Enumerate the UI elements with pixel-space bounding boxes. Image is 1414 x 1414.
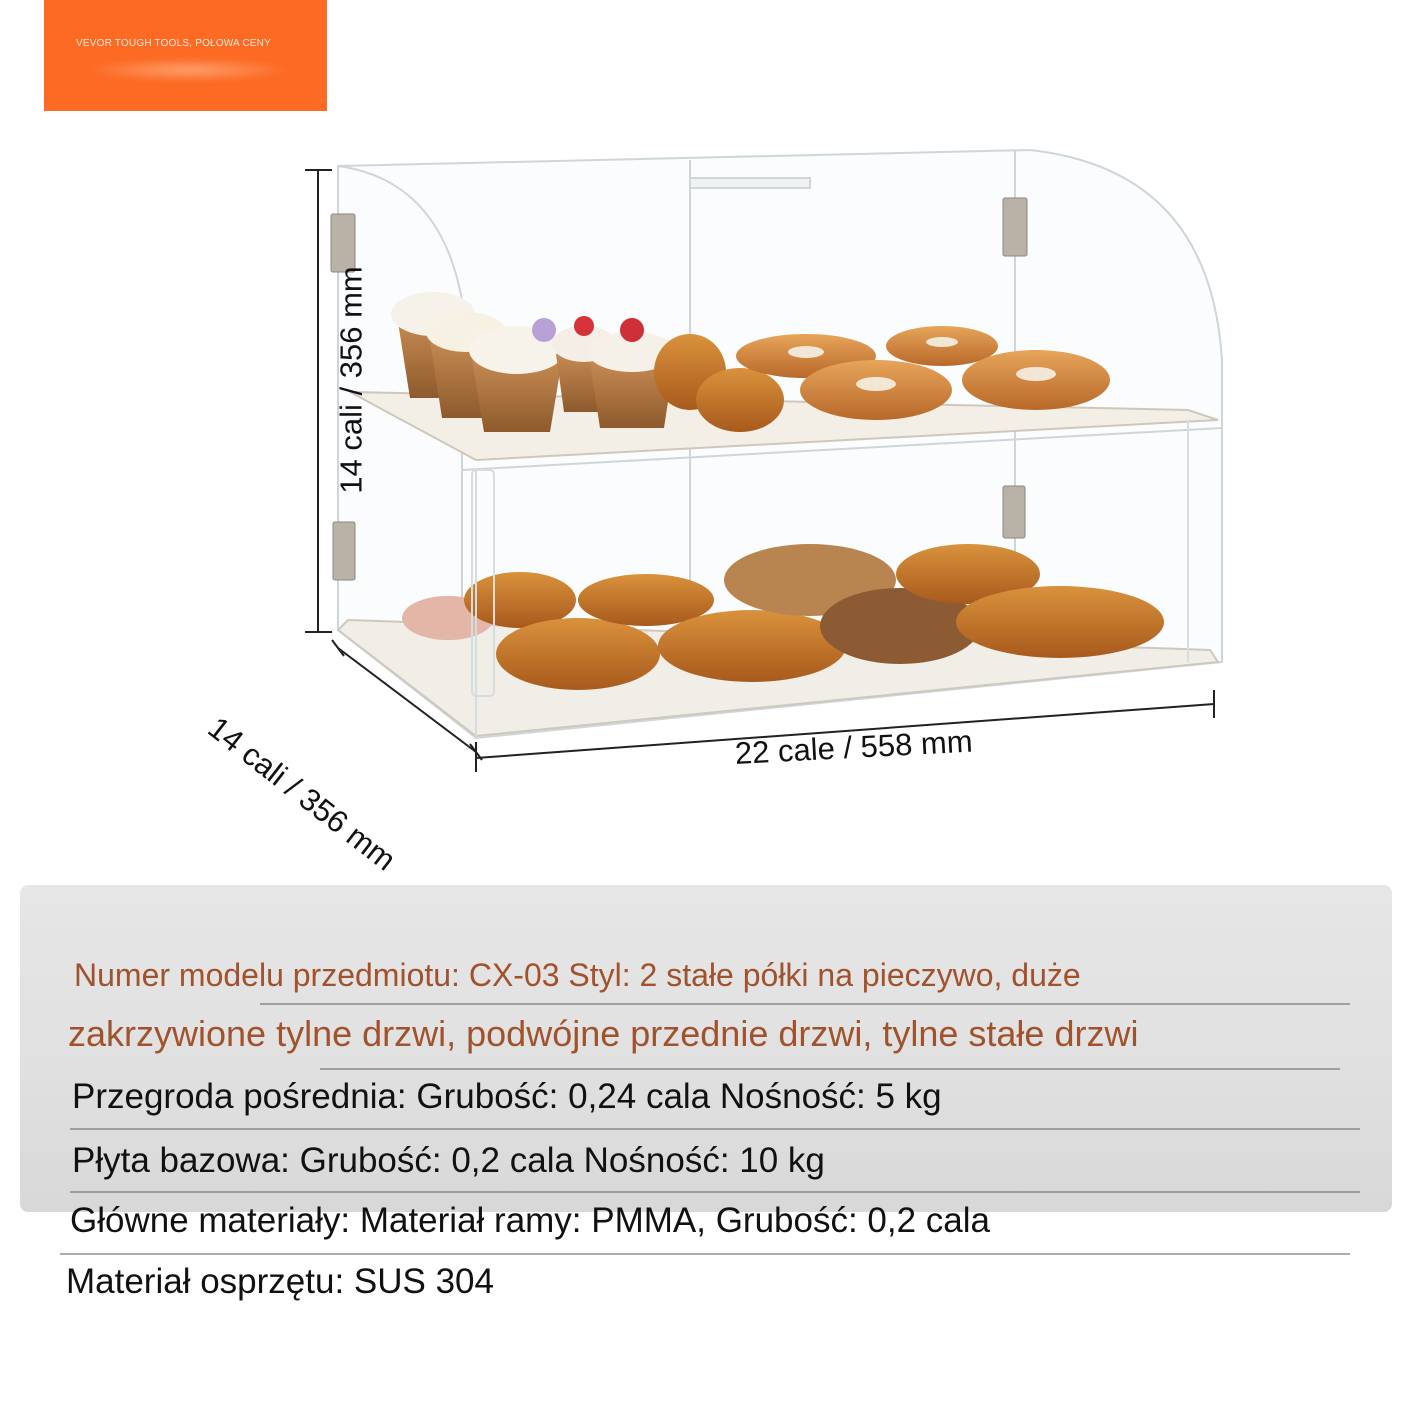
brand-badge-logo-blur <box>84 58 294 82</box>
spec-hardware-line: Materiał osprzętu: SUS 304 <box>66 1262 494 1301</box>
width-dimension-label: 22 cale / 558 mm <box>734 723 974 771</box>
brand-badge <box>44 0 327 111</box>
brand-badge-text: VEVOR TOUGH TOOLS, POŁOWA CENY <box>76 38 271 49</box>
spec-base-plate-line: Płyta bazowa: Grubość: 0,2 cala Nośność: 10 kg <box>72 1141 825 1180</box>
spec-divider <box>60 1253 1350 1255</box>
spec-divider <box>70 1128 1360 1130</box>
specifications-panel <box>20 885 1392 1212</box>
spec-materials-line: Główne materiały: Materiał ramy: PMMA, Grubość: 0,2 cala <box>70 1201 991 1240</box>
spec-doors-line: zakrzywione tylne drzwi, podwójne przednie drzwi, tylne stałe drzwi <box>68 1013 1139 1054</box>
spec-divider <box>320 1068 1340 1070</box>
spec-model-style-line: Numer modelu przedmiotu: CX-03 Styl: 2 stałe półki na pieczywo, duże <box>74 957 1081 993</box>
spec-divider <box>70 1191 1360 1193</box>
height-dimension-label: 14 cali / 356 mm <box>333 266 369 494</box>
height-dimension-line <box>305 170 332 632</box>
spec-divider <box>260 1003 1350 1005</box>
spec-shelf-line: Przegroda pośrednia: Grubość: 0,24 cala Nośność: 5 kg <box>72 1077 942 1116</box>
depth-dimension-label: 14 cali / 356 mm <box>201 709 403 878</box>
